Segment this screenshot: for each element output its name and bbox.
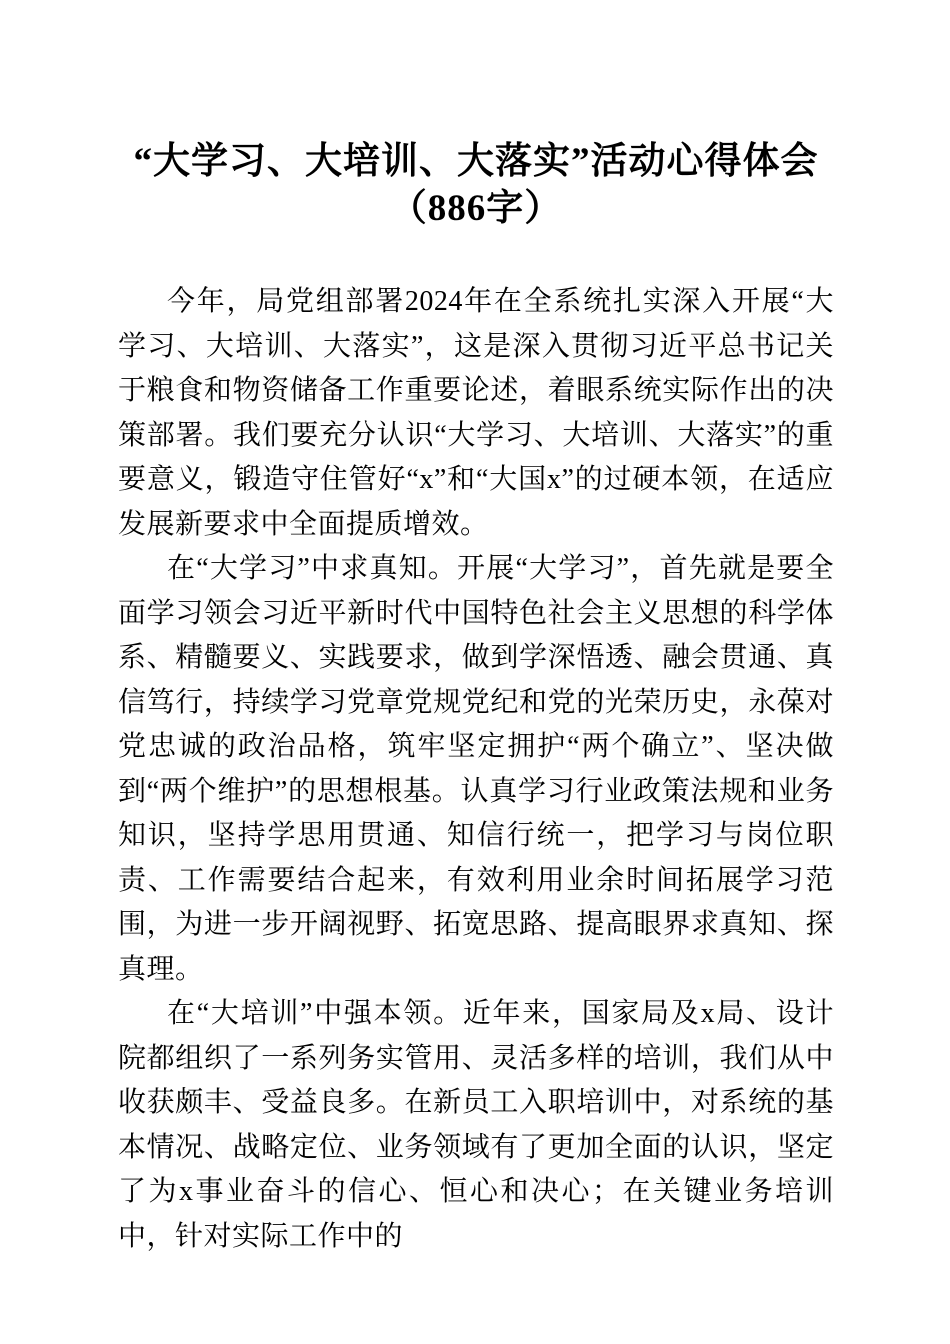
document-title-word-count: （886字） <box>389 188 563 229</box>
paragraph-intro: 今年，局党组部署2024年在全系统扎实深入开展“大学习、大培训、大落实”，这是深入贯彻习近平总书记关于粮食和物资储备工作重要论述，着眼系统实际作出的决策部署。我们要充分认识“大学习、大培训、大落实”的重要意义，锻造守住管好“x”和“大国x”的过硬本领，在适应发展新要求中全面提质增效。 <box>118 286 834 540</box>
document-body <box>118 280 834 1259</box>
paragraph-da-xuexi: 在“大学习”中求真知。开展“大学习”，首先就是要全面学习领会习近平新时代中国特色社会主义思想的科学体系、精髓要义、实践要求，做到学深悟透、融会贯通、真信笃行，持续学习党章党规党纪和党的光荣历史，永葆对党忠诚的政治品格，筑牢坚定拥护“两个确立”、坚决做到“两个维护”的思想根基。认真学习行业政策法规和业务知识，坚持学思用贯通、知信行统一，把学习与岗位职责、工作需要结合起来，有效利用业余时间拓展学习范围，为进一步开阔视野、拓宽思路、提高眼界求真知、探真理。 <box>118 553 834 985</box>
document-title-line1: “大学习、大培训、大落实”活动心得体会 <box>133 141 819 182</box>
document-title <box>118 138 834 232</box>
paragraph-da-peixun: 在“大培训”中强本领。近年来，国家局及x局、设计院都组织了一系列务实管用、灵活多样的培训，我们从中收获颇丰、受益良多。在新员工入职培训中，对系统的基本情况、战略定位、业务领域有了更加全面的认识，坚定了为x事业奋斗的信心、恒心和决心；在关键业务培训中，针对实际工作中的 <box>118 998 834 1252</box>
